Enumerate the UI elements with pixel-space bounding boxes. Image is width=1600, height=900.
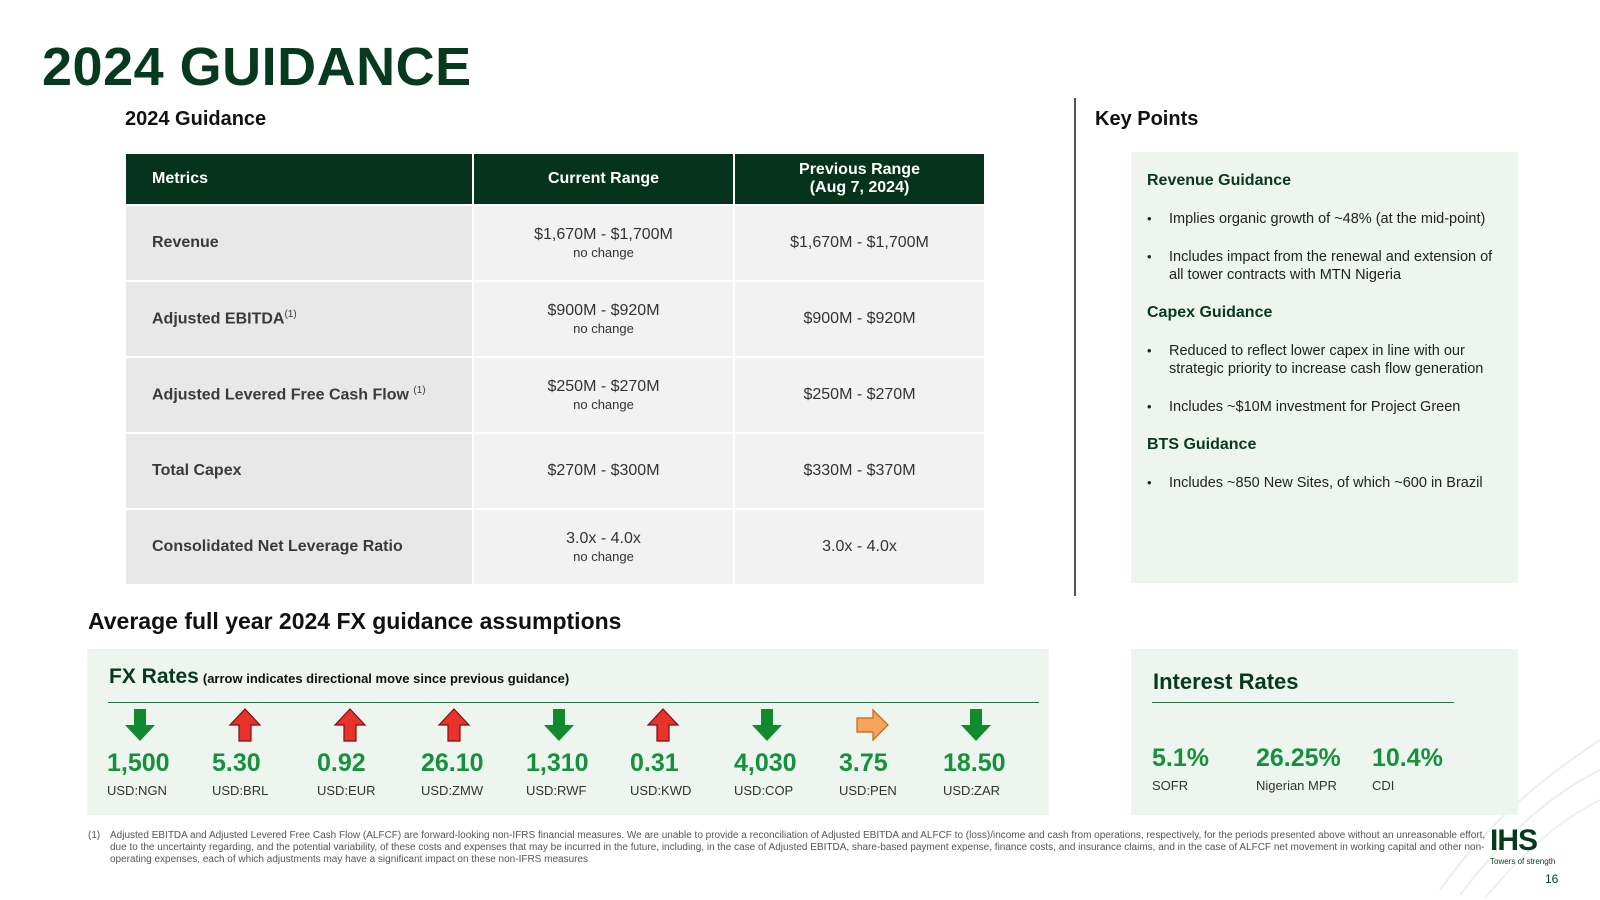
- fx-rates-panel: [87, 649, 1049, 815]
- previous-range-cell: [735, 206, 984, 280]
- metric-cell: [126, 510, 472, 584]
- fx-rate-value: 5.30: [212, 749, 261, 777]
- bullet-item: • Includes ~850 New Sites, of which ~600 in Brazil: [1147, 474, 1502, 492]
- interest-divider: [1152, 702, 1454, 703]
- key-points-heading: Capex Guidance: [1147, 304, 1273, 321]
- fx-rate-value: 0.92: [317, 749, 366, 777]
- footnote-text: Adjusted EBITDA and Adjusted Levered Free Cash Flow (ALFCF) are forward-looking non-IFRS financial measures. We are unable to provide a reconciliation of Adjusted EBITDA and ALFCF to (loss)/income and cash from operations, respectively, for the periods presented above without an unreasonable effort, due to the uncertainty regarding, and the potential variability, of these costs and expenses that may be incurred in the future, including, in the case of Adjusted EBITDA, share-based payment expense, finance costs, and insurance claims, and in the case of ALFCF net movement in working capital and other non-operating expenses, each of which adjustments may have a significant impact on these non-IFRS measures: [110, 830, 1486, 865]
- change-note: no change: [573, 245, 634, 260]
- arrow-up-icon: [228, 707, 262, 743]
- current-range-value: $1,670M - $1,700M: [534, 226, 673, 243]
- fx-rate-item: [317, 707, 417, 798]
- fx-rate-value: 18.50: [943, 749, 1006, 777]
- fx-currency-pair: USD:ZMW: [421, 783, 484, 798]
- previous-range-value: $900M - $920M: [803, 310, 916, 327]
- fx-rates-title: FX Rates: [109, 665, 199, 688]
- current-range-cell: [474, 510, 733, 584]
- fx-rate-item: [107, 707, 207, 798]
- fx-rate-item: [839, 707, 939, 798]
- fx-currency-pair: USD:KWD: [630, 783, 692, 798]
- fx-rate-item: [526, 707, 626, 798]
- previous-range-cell: [735, 282, 984, 356]
- current-range-value: $250M - $270M: [547, 378, 660, 395]
- fx-rate-item: [212, 707, 312, 798]
- page-title: 2024 GUIDANCE: [42, 37, 472, 97]
- arrow-up-icon: [437, 707, 471, 743]
- previous-range-header-line2: (Aug 7, 2024): [809, 179, 910, 196]
- bullet-item: • Implies organic growth of ~48% (at the mid-point): [1147, 210, 1502, 228]
- guidance-table: [124, 152, 986, 586]
- footnote-ref: (1): [413, 385, 426, 397]
- fx-rate-value: 0.31: [630, 749, 679, 777]
- previous-range-cell: [735, 434, 984, 508]
- current-range-value: $270M - $300M: [547, 462, 660, 479]
- previous-range-value: $330M - $370M: [803, 462, 916, 479]
- fx-rate-value: 26.10: [421, 749, 484, 777]
- ihs-logo: [1490, 826, 1560, 866]
- interest-rate-value: 10.4%: [1372, 744, 1443, 772]
- fx-currency-pair: USD:EUR: [317, 783, 376, 798]
- previous-range-value: $1,670M - $1,700M: [790, 234, 929, 251]
- metric-cell: [126, 434, 472, 508]
- metric-cell: [126, 206, 472, 280]
- change-note: no change: [573, 397, 634, 412]
- metric-label: Adjusted EBITDA: [152, 310, 285, 328]
- fx-rates-heading: [109, 665, 569, 689]
- table-row: [126, 282, 984, 356]
- footnote-mark: (1): [88, 830, 101, 841]
- current-range-cell: [474, 358, 733, 432]
- fx-rate-item: [630, 707, 730, 798]
- interest-rates-panel: [1131, 649, 1518, 815]
- table-row: [126, 206, 984, 280]
- interest-rates-title: Interest Rates: [1153, 669, 1299, 694]
- fx-rate-item: [421, 707, 521, 798]
- arrow-down-icon: [123, 707, 157, 743]
- fx-section-title: Average full year 2024 FX guidance assumptions: [88, 608, 622, 634]
- metric-cell: [126, 282, 472, 356]
- guidance-section-title: 2024 Guidance: [125, 108, 267, 130]
- fx-currency-pair: USD:RWF: [526, 783, 587, 798]
- previous-range-value: $250M - $270M: [803, 386, 916, 403]
- interest-rate-label: SOFR: [1152, 778, 1189, 793]
- previous-range-cell: [735, 358, 984, 432]
- previous-range-header-line1: Previous Range: [799, 161, 920, 178]
- current-range-cell: [474, 434, 733, 508]
- bullet-item: • Includes impact from the renewal and extension of all tower contracts with MTN Nigeria: [1147, 248, 1502, 284]
- arrow-down-icon: [959, 707, 993, 743]
- fx-currency-pair: USD:COP: [734, 783, 794, 798]
- interest-rate-item: [1256, 744, 1341, 793]
- key-points-title: Key Points: [1095, 108, 1199, 130]
- table-row: [126, 358, 984, 432]
- logo-tagline: Towers of strength: [1490, 857, 1556, 866]
- fx-currency-pair: USD:NGN: [107, 783, 167, 798]
- fx-rate-value: 4,030: [734, 749, 797, 777]
- table-header-row: [126, 154, 984, 204]
- metric-label: Consolidated Net Leverage Ratio: [152, 538, 403, 555]
- metrics-header: Metrics: [126, 154, 472, 204]
- metric-cell: [126, 358, 472, 432]
- current-range-cell: [474, 206, 733, 280]
- arrow-up-icon: [333, 707, 367, 743]
- footnote: [88, 830, 1488, 866]
- footnote-ref: (1): [284, 309, 297, 321]
- fx-currency-pair: USD:ZAR: [943, 783, 1001, 798]
- metric-label: Total Capex: [152, 462, 242, 479]
- fx-rate-item: [943, 707, 1043, 798]
- change-note: no change: [573, 321, 634, 336]
- arrow-up-icon: [646, 707, 680, 743]
- fx-currency-pair: USD:BRL: [212, 783, 269, 798]
- bullet-item: • Reduced to reflect lower capex in line with our strategic priority to increase cash flow generation: [1147, 342, 1502, 378]
- bullet-item: • Includes ~$10M investment for Project Green: [1147, 398, 1502, 416]
- previous-range-header: [735, 154, 984, 204]
- previous-range-cell: [735, 510, 984, 584]
- current-range-value: $900M - $920M: [547, 302, 660, 319]
- logo-wordmark: IHS: [1490, 824, 1538, 857]
- key-points-panel: [1131, 152, 1518, 583]
- page-number: 16: [1545, 872, 1559, 886]
- fx-rate-value: 3.75: [839, 749, 888, 777]
- fx-rate-value: 1,500: [107, 749, 170, 777]
- metric-label: Revenue: [152, 234, 219, 251]
- arrow-down-icon: [750, 707, 784, 743]
- table-row: [126, 510, 984, 584]
- change-note: no change: [573, 549, 634, 564]
- previous-range-value: 3.0x - 4.0x: [822, 538, 897, 555]
- interest-rate-item: [1372, 744, 1443, 793]
- fx-rates-subtitle: (arrow indicates directional move since previous guidance): [202, 671, 570, 686]
- current-range-header: Current Range: [474, 154, 733, 204]
- vertical-divider: [1074, 98, 1076, 596]
- fx-divider: [108, 702, 1039, 703]
- current-range-cell: [474, 282, 733, 356]
- fx-rate-value: 1,310: [526, 749, 589, 777]
- fx-rate-item: [734, 707, 834, 798]
- interest-rate-value: 5.1%: [1152, 744, 1209, 772]
- metric-label: Adjusted Levered Free Cash Flow: [152, 386, 414, 404]
- key-points-heading: BTS Guidance: [1147, 436, 1257, 453]
- arrow-right-icon: [855, 707, 889, 743]
- current-range-value: 3.0x - 4.0x: [566, 530, 641, 547]
- interest-rate-label: Nigerian MPR: [1256, 778, 1337, 793]
- arrow-down-icon: [542, 707, 576, 743]
- interest-rate-item: [1152, 744, 1209, 793]
- key-points-heading: Revenue Guidance: [1147, 172, 1292, 189]
- interest-rate-label: CDI: [1372, 778, 1395, 793]
- table-row: [126, 434, 984, 508]
- fx-currency-pair: USD:PEN: [839, 783, 897, 798]
- interest-rate-value: 26.25%: [1256, 744, 1341, 772]
